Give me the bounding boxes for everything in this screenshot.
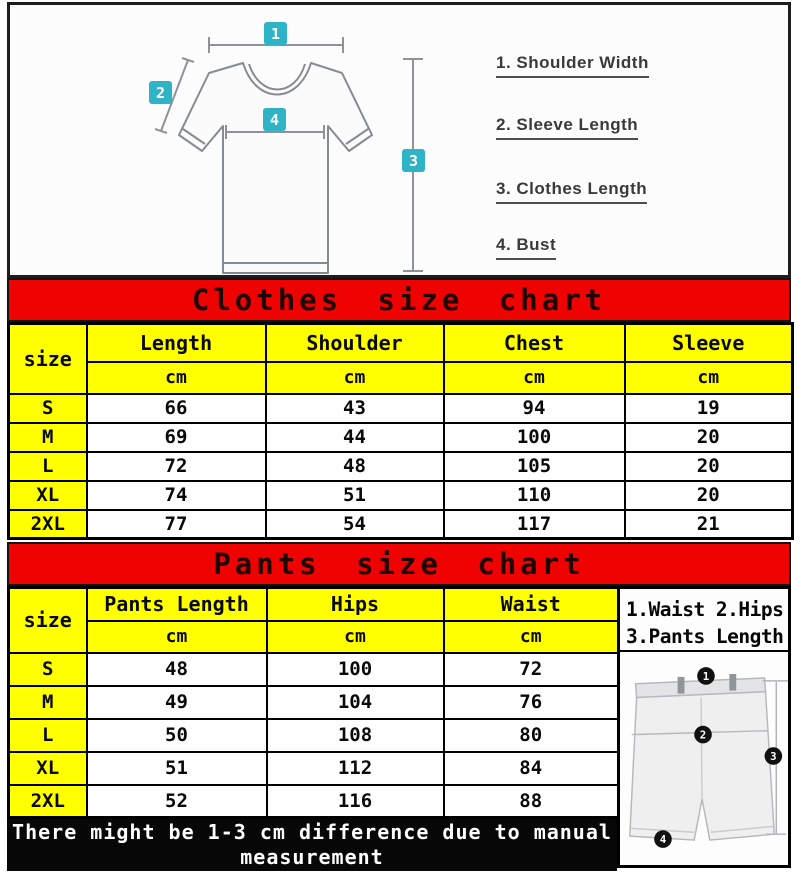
- measure-legend: [496, 5, 786, 275]
- shorts-tag-4-label: 4: [659, 832, 667, 846]
- unit-cell: cm: [444, 621, 619, 653]
- pants-table-block: [7, 586, 617, 871]
- measure-tag-1: [264, 22, 287, 45]
- shorts-tag-2: [694, 726, 712, 744]
- pants-measure-legend: [620, 589, 788, 652]
- legend-item-shoulder-width: 1. Shoulder Width: [496, 53, 649, 78]
- shorts-belt-loop: [729, 674, 736, 691]
- clothes-header-row: [9, 324, 793, 362]
- size-cell: XL: [9, 752, 87, 785]
- pants-diagram-column: [617, 586, 791, 868]
- value-cell: 44: [266, 423, 444, 452]
- value-cell: 48: [266, 452, 444, 481]
- size-cell: L: [9, 452, 87, 481]
- clothes-col-shoulder: Shoulder: [266, 324, 444, 362]
- tshirt-diagram-svg: [106, 5, 446, 279]
- value-cell: 48: [87, 653, 267, 686]
- value-cell: 112: [267, 752, 444, 785]
- size-cell: M: [9, 423, 87, 452]
- shorts-belt-loop: [678, 677, 685, 694]
- pants-row-2xl: [9, 785, 619, 818]
- clothes-row-m: [9, 423, 793, 452]
- pants-row-l: [9, 719, 619, 752]
- measurement-note: There might be 1-3 cm difference due to manual measurement: [7, 819, 617, 871]
- legend-item-clothes-length: 3. Clothes Length: [496, 179, 647, 204]
- size-cell: S: [9, 394, 87, 423]
- value-cell: 100: [267, 653, 444, 686]
- pants-chart-title: Pants size chart: [7, 542, 791, 586]
- pants-unit-row: [9, 621, 619, 653]
- measure-tag-1-label: 1: [270, 25, 281, 43]
- value-cell: 94: [444, 394, 625, 423]
- measure-tag-4-label: 4: [269, 111, 280, 129]
- legend-item-sleeve-length: 2. Sleeve Length: [496, 115, 638, 140]
- size-cell: 2XL: [9, 785, 87, 818]
- unit-cell: cm: [266, 362, 444, 394]
- pants-header-row: [9, 588, 619, 621]
- size-cell: 2XL: [9, 510, 87, 539]
- value-cell: 54: [266, 510, 444, 539]
- pants-col-hips: Hips: [267, 588, 444, 621]
- value-cell: 84: [444, 752, 619, 785]
- measure-tag-4: [263, 108, 286, 131]
- measure-tag-2-label: 2: [155, 84, 166, 102]
- value-cell: 50: [87, 719, 267, 752]
- value-cell: 104: [267, 686, 444, 719]
- pants-col-waist: Waist: [444, 588, 619, 621]
- value-cell: 52: [87, 785, 267, 818]
- size-cell: XL: [9, 481, 87, 510]
- value-cell: 49: [87, 686, 267, 719]
- shorts-tag-1: [697, 667, 715, 685]
- value-cell: 51: [87, 752, 267, 785]
- value-cell: 21: [625, 510, 793, 539]
- value-cell: 100: [444, 423, 625, 452]
- legend-item-bust: 4. Bust: [496, 235, 556, 260]
- shorts-tag-3-label: 3: [770, 749, 777, 763]
- clothes-size-table: [7, 322, 794, 540]
- value-cell: 116: [267, 785, 444, 818]
- value-cell: 74: [87, 481, 266, 510]
- value-cell: 51: [266, 481, 444, 510]
- shorts-tag-3: [765, 747, 783, 765]
- tshirt-outline: [179, 63, 372, 273]
- shirt-measure-section: [7, 2, 791, 278]
- pants-col-length: Pants Length: [87, 588, 267, 621]
- pants-legend-line-2: 3.Pants Length: [626, 625, 784, 648]
- value-cell: 117: [444, 510, 625, 539]
- value-cell: 43: [266, 394, 444, 423]
- size-cell: L: [9, 719, 87, 752]
- measure-tag-3-label: 3: [408, 152, 419, 170]
- value-cell: 66: [87, 394, 266, 423]
- value-cell: 20: [625, 423, 793, 452]
- unit-cell: cm: [87, 621, 267, 653]
- shorts-diagram-area: [620, 652, 788, 865]
- pants-size-table: [7, 586, 620, 819]
- shorts-tag-2-label: 2: [699, 728, 707, 742]
- pants-section: [7, 586, 791, 871]
- pants-legend-line-1: 1.Waist 2.Hips: [626, 598, 784, 621]
- value-cell: 80: [444, 719, 619, 752]
- value-cell: 77: [87, 510, 266, 539]
- value-cell: 110: [444, 481, 625, 510]
- clothes-row-l: [9, 452, 793, 481]
- unit-cell: cm: [625, 362, 793, 394]
- clothes-size-header: size: [9, 324, 87, 394]
- value-cell: 88: [444, 785, 619, 818]
- clothes-col-length: Length: [87, 324, 266, 362]
- shorts-diagram-svg: [620, 652, 788, 865]
- value-cell: 76: [444, 686, 619, 719]
- shorts-tag-1-label: 1: [702, 669, 710, 683]
- value-cell: 19: [625, 394, 793, 423]
- clothes-row-s: [9, 394, 793, 423]
- pants-row-xl: [9, 752, 619, 785]
- measure-tag-3: [402, 149, 425, 172]
- clothes-col-chest: Chest: [444, 324, 625, 362]
- clothes-row-xl: [9, 481, 793, 510]
- size-cell: M: [9, 686, 87, 719]
- pants-size-header: size: [9, 588, 87, 653]
- shorts-center-seam: [701, 697, 702, 799]
- shorts-tag-4: [654, 830, 672, 848]
- value-cell: 72: [444, 653, 619, 686]
- clothes-row-2xl: [9, 510, 793, 539]
- value-cell: 72: [87, 452, 266, 481]
- clothes-unit-row: [9, 362, 793, 394]
- value-cell: 69: [87, 423, 266, 452]
- value-cell: 108: [267, 719, 444, 752]
- pants-row-m: [9, 686, 619, 719]
- unit-cell: cm: [267, 621, 444, 653]
- unit-cell: cm: [87, 362, 266, 394]
- unit-cell: cm: [444, 362, 625, 394]
- clothes-chart-title: Clothes size chart: [7, 278, 791, 322]
- pants-row-s: [9, 653, 619, 686]
- value-cell: 20: [625, 452, 793, 481]
- clothes-col-sleeve: Sleeve: [625, 324, 793, 362]
- measure-tag-2: [149, 81, 172, 104]
- value-cell: 20: [625, 481, 793, 510]
- size-cell: S: [9, 653, 87, 686]
- value-cell: 105: [444, 452, 625, 481]
